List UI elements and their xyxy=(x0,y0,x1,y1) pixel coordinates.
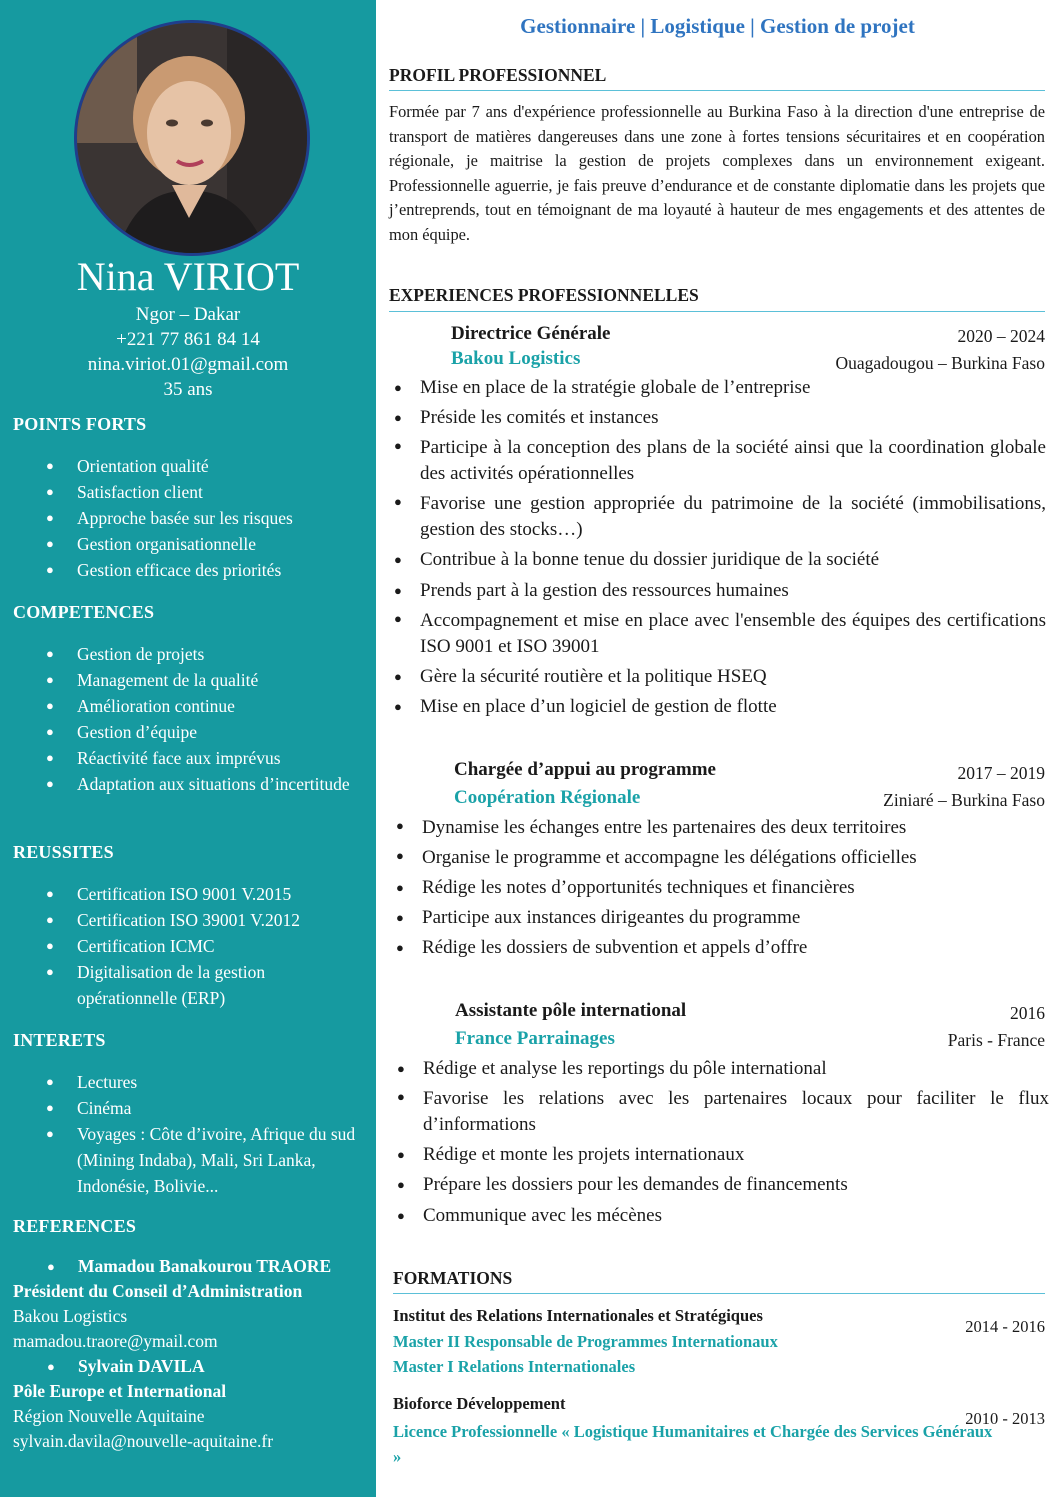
edu-school: Bioforce Développement xyxy=(393,1394,566,1413)
task-item: ● Participe aux instances dirigeantes du programme xyxy=(391,903,1048,933)
list-item: ● Certification ISO 39001 V.2012 xyxy=(0,907,376,933)
bullet-icon: ● xyxy=(46,912,54,927)
list-item: ● Certification ISO 9001 V.2015 xyxy=(0,881,376,907)
task-item: ● Accompagnement et mise en place avec l'ensemble des équipes des certifications ISO 9001 et ISO 39001 xyxy=(389,606,1046,662)
task-item: ● Préside les comités et instances xyxy=(389,403,1046,433)
headline: Gestionnaire | Logistique | Gestion de projet xyxy=(520,14,915,38)
edu-degree: Master II Responsable de Programmes Internationaux xyxy=(393,1332,778,1351)
bullet-icon: ● xyxy=(46,510,54,525)
task-item: ● Favorise une gestion appropriée du patrimoine de la société (immobilisations, gestion des stocks…) xyxy=(389,489,1046,545)
task-item: ● Rédige et monte les projets internationaux xyxy=(392,1140,1049,1170)
bullet-icon: ● xyxy=(397,1207,405,1223)
bullet-icon: ● xyxy=(396,848,404,863)
task-item: ● Contribue à la bonne tenue du dossier juridique de la société xyxy=(389,545,1046,575)
task-item: ● Mise en place d’un logiciel de gestion de flotte xyxy=(389,692,1046,722)
bullet-icon: ● xyxy=(394,494,402,510)
job-title: Directrice Générale xyxy=(451,323,611,344)
job-dates: 2017 – 2019 xyxy=(957,763,1045,783)
list-item: ● Adaptation aux situations d’incertitude xyxy=(0,771,376,797)
reference-role: Président du Conseil d’Administration xyxy=(13,1281,303,1301)
job-dates: 2016 xyxy=(1010,1003,1045,1023)
contact-block xyxy=(0,302,376,402)
job-tasks xyxy=(391,813,1048,964)
bullet-icon: ● xyxy=(394,410,402,426)
list-item: ● Orientation qualité xyxy=(0,453,376,479)
section-divider xyxy=(389,90,1045,91)
reussites-list xyxy=(0,881,376,1011)
reference-name: ● Mamadou Banakourou TRAORE xyxy=(13,1254,373,1279)
bullet-icon: ● xyxy=(46,536,54,551)
task-item: ● Prépare les dossiers pour les demandes de financements xyxy=(392,1170,1049,1200)
task-item: ● Communique avec les mécènes xyxy=(392,1201,1049,1231)
points-forts-list xyxy=(0,453,376,583)
competences-heading: COMPETENCES xyxy=(13,602,155,622)
bullet-icon: ● xyxy=(394,438,402,454)
bullet-icon: ● xyxy=(47,1359,55,1374)
location: Ngor – Dakar xyxy=(135,304,241,325)
list-item: ● Gestion organisationnelle xyxy=(0,531,376,557)
references-list xyxy=(13,1254,373,1454)
profile-text: Formée par 7 ans d'expérience professionnelle au Burkina Faso à la direction d'une entreprise de transport de matières dangereuses dans une zone à fortes tensions sécuritaires et en coopération régionale, je maitrise la gestion de projets complexes dans un environnement exigeant. Professionnelle aguerrie, je fais preuve d’endurance et de constante diplomatie dans les projets que j’entreprends, tout en témoignant de ma loyauté à hauteur de mes engagements et des attentes de mon équipe. xyxy=(389,102,1045,244)
job-location: Paris - France xyxy=(947,1030,1045,1050)
bullet-icon: ● xyxy=(46,938,54,953)
task-item: ● Rédige les dossiers de subvention et appels d’offre xyxy=(391,933,1048,963)
list-item: ● Voyages : Côte d’ivoire, Afrique du sud (Mining Indaba), Mali, Sri Lanka, Indonésie, Bolivie... xyxy=(0,1121,376,1199)
job-tasks xyxy=(389,373,1046,722)
bullet-icon: ● xyxy=(46,698,54,713)
email[interactable]: nina.viriot.01@gmail.com xyxy=(87,354,289,375)
bullet-icon: ● xyxy=(46,964,54,979)
task-item: ● Organise le programme et accompagne les délégations officielles xyxy=(391,843,1048,873)
bullet-icon: ● xyxy=(46,776,54,791)
reference-org: Bakou Logistics xyxy=(13,1306,128,1326)
competences-list xyxy=(0,641,376,797)
bullet-icon: ● xyxy=(394,552,402,568)
section-divider xyxy=(389,311,1045,312)
job-location: Ziniaré – Burkina Faso xyxy=(883,790,1045,810)
list-item: ● Digitalisation de la gestion opérationnelle (ERP) xyxy=(0,959,376,1011)
bullet-icon: ● xyxy=(46,562,54,577)
formations-heading: FORMATIONS xyxy=(393,1268,513,1288)
list-item: ● Management de la qualité xyxy=(0,667,376,693)
task-item: ● Dynamise les échanges entre les partenaires des deux territoires xyxy=(391,813,1048,843)
job-organization: Coopération Régionale xyxy=(454,787,641,808)
list-item: ● Gestion efficace des priorités xyxy=(0,557,376,583)
profile-photo xyxy=(74,20,310,256)
edu-degree: Master I Relations Internationales xyxy=(393,1357,636,1376)
edu-years: 2010 - 2013 xyxy=(965,1409,1045,1428)
bullet-icon: ● xyxy=(396,940,404,956)
task-item: ● Mise en place de la stratégie globale de l’entreprise xyxy=(389,373,1046,403)
task-item: ● Rédige et analyse les reportings du pôle international xyxy=(392,1054,1049,1084)
bullet-icon: ● xyxy=(394,610,402,626)
bullet-icon: ● xyxy=(396,880,404,895)
bullet-icon: ● xyxy=(46,1074,54,1089)
task-item: ● Prends part à la gestion des ressources humaines xyxy=(389,576,1046,606)
edu-years: 2014 - 2016 xyxy=(965,1317,1045,1336)
list-item: ● Approche basée sur les risques xyxy=(0,505,376,531)
list-item: ● Amélioration continue xyxy=(0,693,376,719)
task-item: ● Rédige les notes d’opportunités techniques et financières xyxy=(391,873,1048,903)
bullet-icon: ● xyxy=(46,484,54,499)
bullet-icon: ● xyxy=(397,1089,405,1105)
candidate-name: Nina VIRIOT xyxy=(76,254,300,299)
list-item: ● Réactivité face aux imprévus xyxy=(0,745,376,771)
job-organization: Bakou Logistics xyxy=(451,348,581,369)
bullet-icon: ● xyxy=(394,582,402,598)
bullet-icon: ● xyxy=(46,724,54,739)
bullet-icon: ● xyxy=(46,750,54,765)
bullet-icon: ● xyxy=(396,910,404,926)
bullet-icon: ● xyxy=(396,818,404,833)
experiences-heading: EXPERIENCES PROFESSIONNELLES xyxy=(389,285,699,305)
bullet-icon: ● xyxy=(46,886,54,901)
reference-org: Région Nouvelle Aquitaine xyxy=(13,1406,205,1426)
edu-degree: Licence Professionnelle « Logistique Humanitaires et Chargée des Services Généraux » xyxy=(393,1422,993,1466)
section-divider xyxy=(393,1293,1045,1294)
bullet-icon: ● xyxy=(394,699,402,715)
task-item: ● Participe à la conception des plans de la société ainsi que la coordination globale des activités opérationnelles xyxy=(389,433,1046,489)
list-item: ● Certification ICMC xyxy=(0,933,376,959)
profile-heading: PROFIL PROFESSIONNEL xyxy=(389,65,607,85)
bullet-icon: ● xyxy=(394,380,402,395)
bullet-icon: ● xyxy=(46,672,54,687)
phone[interactable]: +221 77 861 84 14 xyxy=(116,329,260,350)
interets-list xyxy=(0,1069,376,1199)
list-item: ● Lectures xyxy=(0,1069,376,1095)
job-organization: France Parrainages xyxy=(455,1028,615,1049)
reference-email[interactable]: mamadou.traore@ymail.com xyxy=(13,1331,218,1351)
list-item: ● Gestion de projets xyxy=(0,641,376,667)
bullet-icon: ● xyxy=(46,1126,54,1141)
task-item: ● Favorise les relations avec les partenaires locaux pour faciliter le flux d’informations xyxy=(392,1084,1049,1140)
list-item: ● Cinéma xyxy=(0,1095,376,1121)
task-item: ● Gère la sécurité routière et la politique HSEQ xyxy=(389,662,1046,692)
bullet-icon: ● xyxy=(46,458,54,473)
interets-heading: INTERETS xyxy=(13,1030,106,1050)
job-title: Chargée d’appui au programme xyxy=(454,759,716,780)
list-item: ● Gestion d’équipe xyxy=(0,719,376,745)
bullet-icon: ● xyxy=(46,646,54,661)
sidebar xyxy=(0,0,376,1497)
bullet-icon: ● xyxy=(397,1147,405,1163)
reference-email[interactable]: sylvain.davila@nouvelle-aquitaine.fr xyxy=(13,1431,274,1451)
bullet-icon: ● xyxy=(394,668,402,684)
edu-school: Institut des Relations Internationales et Stratégiques xyxy=(393,1306,763,1325)
bullet-icon: ● xyxy=(397,1177,405,1193)
references-heading: REFERENCES xyxy=(13,1216,137,1236)
age: 35 ans xyxy=(163,379,213,400)
job-dates: 2020 – 2024 xyxy=(957,326,1045,346)
reussites-heading: REUSSITES xyxy=(13,842,114,862)
list-item: ● Satisfaction client xyxy=(0,479,376,505)
bullet-icon: ● xyxy=(47,1259,55,1274)
points-forts-heading: POINTS FORTS xyxy=(13,414,147,434)
job-title: Assistante pôle international xyxy=(455,1000,687,1021)
bullet-icon: ● xyxy=(46,1100,54,1115)
reference-role: Pôle Europe et International xyxy=(13,1381,227,1401)
bullet-icon: ● xyxy=(397,1061,405,1076)
reference-name: ● Sylvain DAVILA xyxy=(13,1354,373,1379)
job-location: Ouagadougou – Burkina Faso xyxy=(835,353,1045,373)
job-tasks xyxy=(392,1054,1049,1231)
